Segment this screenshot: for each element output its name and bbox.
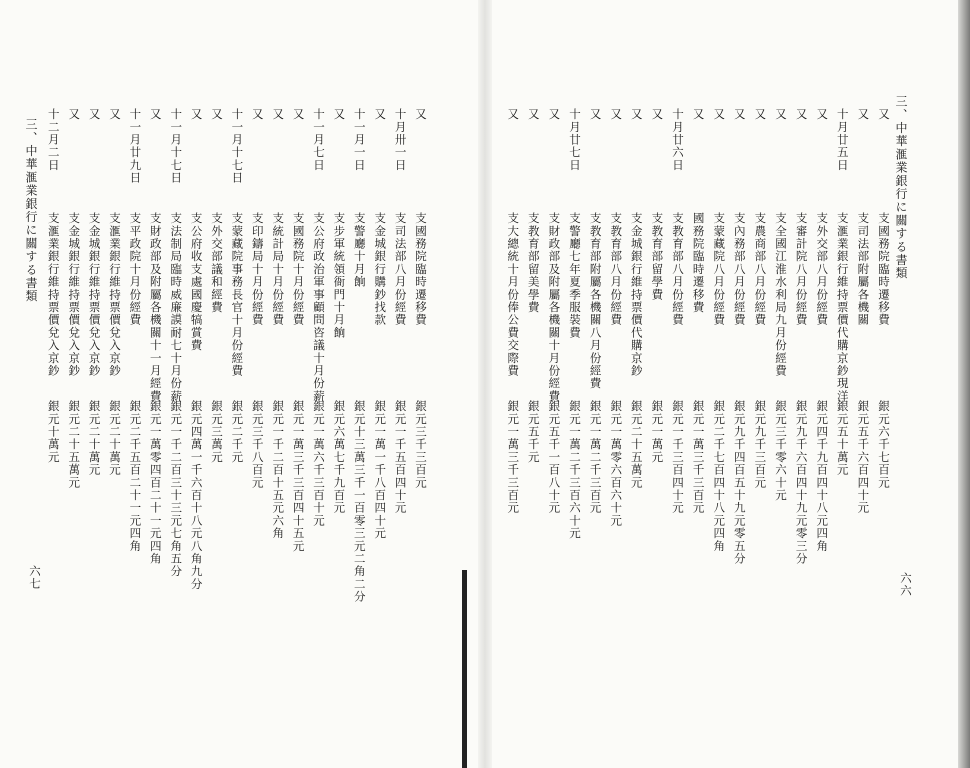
entry-date: 又	[148, 108, 163, 121]
entry-amount: 銀元一萬三千三百元	[506, 400, 521, 515]
entry-amount: 銀元三千八百元	[250, 400, 265, 489]
entry-item: 支教育部附屬各機關八月份經費	[588, 212, 603, 390]
entry-amount: 銀元一萬零六百六十元	[609, 400, 624, 527]
entry-item: 支蒙藏院八月份經費	[712, 212, 727, 327]
entry-date: 十月廿七日	[568, 108, 582, 172]
entry-date: 十一月七日	[312, 108, 326, 172]
entry-item: 支財政部及附屬各機關十月份經費	[547, 212, 562, 403]
entry-item: 支國務院臨時遷移費	[877, 212, 891, 327]
entry-item: 支教育部八月份經費	[609, 212, 624, 327]
entry-date: 又	[856, 108, 871, 121]
entry-amount: 銀元三千三百元	[414, 400, 428, 489]
entry-item: 支內務部八月份經費	[732, 212, 747, 327]
entry-item: 支司法部八月份經費	[393, 212, 408, 327]
entry-item: 支財政部及附屬各機關十一月經費	[148, 212, 163, 403]
entry-date: 又	[271, 108, 286, 121]
page-number: 六七	[28, 565, 42, 590]
entry-date: 又	[189, 108, 204, 121]
entry-amount: 銀元三千零六十元	[774, 400, 788, 502]
entry-item: 支全國江淮水利局九月份經費	[774, 212, 788, 378]
entry-item: 國務院臨時遷移費	[691, 212, 706, 314]
entry-item: 支外交部議和經費	[210, 212, 224, 314]
entry-item: 支警廳十月餉	[352, 212, 367, 289]
entry-amount: 銀元二千七百四十八元四角	[712, 400, 727, 553]
entry-date: 又	[526, 108, 541, 121]
entry-item: 支滙業銀行維持票價兌入京鈔	[46, 212, 61, 378]
entry-date: 又	[547, 108, 562, 121]
entry-amount: 銀元十萬元	[46, 400, 61, 464]
entry-date: 又	[87, 108, 102, 121]
entry-date: 又	[609, 108, 624, 121]
entry-item: 支平政院十月份經費	[128, 212, 143, 327]
entry-date: 又	[210, 108, 224, 121]
entry-item: 支教育部八月份經費	[671, 212, 685, 327]
entry-date: 又	[691, 108, 706, 121]
entry-item: 支審計院八月份經費	[794, 212, 809, 327]
entry-item: 支金城銀行購鈔找款	[373, 212, 388, 327]
binding-edge	[462, 570, 467, 768]
entry-date: 十二月二日	[46, 108, 61, 172]
entry-item: 支大總統十月份俸公費交際費	[506, 212, 521, 378]
entry-amount: 銀元四萬一千六百十八元八角九分	[189, 400, 204, 591]
entry-item: 支司法部附屬各機關	[856, 212, 871, 327]
entry-amount: 銀元一萬零四百二十一元四角	[148, 400, 163, 566]
entry-date: 又	[414, 108, 428, 121]
entry-date: 又	[373, 108, 388, 121]
entry-amount: 銀元二十萬元	[108, 400, 122, 477]
entry-amount: 銀元三萬元	[210, 400, 224, 464]
entry-date: 又	[506, 108, 521, 121]
entry-amount: 銀元四千九百四十八元四角	[815, 400, 830, 553]
entry-date: 十月卅一日	[393, 108, 408, 172]
page-number: 六六	[899, 572, 913, 597]
entry-item: 支金城銀行維持票價代購京鈔	[629, 212, 644, 378]
entry-amount: 銀元二十五萬元	[67, 400, 82, 489]
entry-amount: 銀元九千三百元	[753, 400, 768, 489]
entry-item: 支警廳七年夏季服裝費	[568, 212, 582, 339]
entry-date: 又	[712, 108, 727, 121]
entry-item: 支滙業銀行維持票價兌入京鈔	[108, 212, 122, 378]
entry-date: 十一月廿九日	[128, 108, 143, 185]
entry-amount: 銀元一千二百三十三元七角五分	[169, 400, 184, 578]
entry-item: 支國務院臨時遷移費	[414, 212, 428, 327]
entry-amount: 銀元一萬一千八百四十元	[373, 400, 388, 540]
entry-amount: 銀元二十萬元	[87, 400, 102, 477]
entry-amount: 銀元一萬元	[650, 400, 665, 464]
entry-amount: 銀元五千一百八十元	[547, 400, 562, 515]
entry-item: 支公府政治軍事顧問咨議十月份薪	[312, 212, 326, 403]
entry-amount: 銀元二千元	[230, 400, 245, 464]
entry-item: 支步軍統領衙門十月餉	[332, 212, 347, 339]
entry-amount: 銀元一千五百四十元	[393, 400, 408, 515]
entry-item: 支外交部八月份經費	[815, 212, 830, 327]
section-title: 三、中華滙業銀行に關する書類	[24, 118, 38, 303]
entry-item: 支印鑄局十月份經費	[250, 212, 265, 327]
entry-amount: 銀元一萬二千三百元	[588, 400, 603, 515]
entry-item: 支滙業銀行維持票價代購京鈔現洋	[835, 212, 850, 403]
entry-item: 支農商部八月份經費	[753, 212, 768, 327]
page-edge	[958, 0, 970, 768]
entry-date: 又	[291, 108, 306, 121]
entry-date: 又	[774, 108, 788, 121]
entry-item: 支金城銀行維持票價兌入京鈔	[87, 212, 102, 378]
entry-item: 支公府收支處國慶犒賞費	[189, 212, 204, 352]
entry-date: 十月廿六日	[671, 108, 685, 172]
entry-amount: 銀元六萬七千九百元	[332, 400, 347, 515]
entry-amount: 銀元二千五百二十一元四角	[128, 400, 143, 553]
entry-amount: 銀元九千六百四十九元零三分	[794, 400, 809, 566]
entry-amount: 銀元五千元	[526, 400, 541, 464]
entry-date: 十月廿五日	[835, 108, 850, 172]
entry-amount: 銀元一千二百十五元六角	[271, 400, 286, 540]
entry-amount: 銀元二十五萬元	[629, 400, 644, 489]
entry-amount: 銀元一萬三千三百元	[691, 400, 706, 515]
entry-item: 支金城銀行維持票價兌入京鈔	[67, 212, 82, 378]
entry-date: 又	[794, 108, 809, 121]
entry-amount: 銀元六千七百元	[877, 400, 891, 489]
entry-date: 又	[877, 108, 891, 121]
entry-item: 支國務院十月份經費	[291, 212, 306, 327]
entry-date: 十一月十七日	[230, 108, 245, 185]
entry-date: 又	[650, 108, 665, 121]
entry-date: 又	[753, 108, 768, 121]
entry-amount: 銀元十三萬三千一百零三元二角二分	[352, 400, 367, 604]
entry-date: 又	[732, 108, 747, 121]
entry-date: 又	[629, 108, 644, 121]
entry-amount: 銀元五十萬元	[835, 400, 850, 477]
entry-item: 支法制局臨時威廉謨耐七十月份薪	[169, 212, 184, 403]
entry-date: 十一月一日	[352, 108, 367, 172]
entry-date: 又	[588, 108, 603, 121]
entry-date: 又	[815, 108, 830, 121]
entry-item: 支教育部留美學費	[526, 212, 541, 314]
entry-date: 又	[332, 108, 347, 121]
entry-item: 支蒙藏院事務長官十月份經費	[230, 212, 245, 378]
entry-amount: 銀元一萬三千三百四十五元	[291, 400, 306, 553]
entry-date: 又	[108, 108, 122, 121]
entry-item: 支教育部留學費	[650, 212, 665, 301]
book-gutter	[478, 0, 492, 768]
entry-amount: 銀元一萬六千三百十元	[312, 400, 326, 527]
section-title: 三、中華滙業銀行に關する書類	[894, 95, 908, 280]
entry-amount: 銀元一千三百四十元	[671, 400, 685, 515]
entry-date: 十一月十七日	[169, 108, 184, 185]
entry-item: 支統計局十月份經費	[271, 212, 286, 327]
entry-date: 又	[67, 108, 82, 121]
entry-amount: 銀元九千四百五十九元零五分	[732, 400, 747, 566]
entry-amount: 銀元五千六百四十元	[856, 400, 871, 515]
entry-amount: 銀元一萬二千三百六十元	[568, 400, 582, 540]
entry-date: 又	[250, 108, 265, 121]
